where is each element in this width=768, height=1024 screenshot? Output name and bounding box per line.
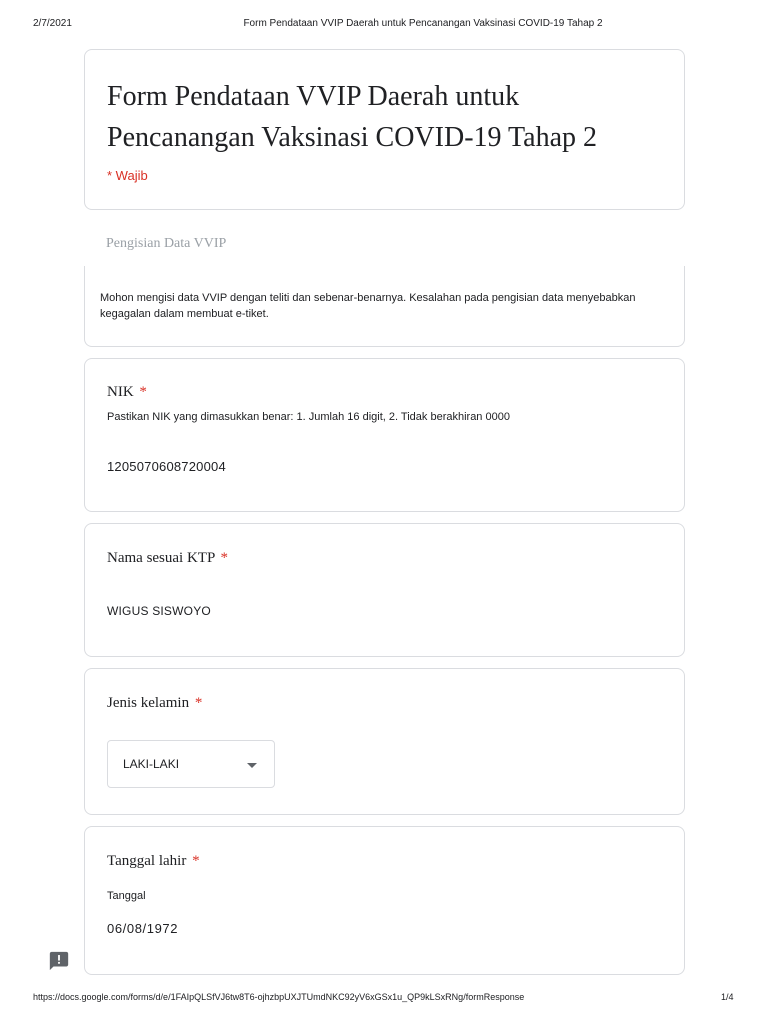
print-url[interactable]: https://docs.google.com/forms/d/e/1FAIpQLSfVJ6tw8T6-ojhzbpUXJTUmdNKC92yV6xGSx1u_QP9kLSxRNg/formResponse (33, 992, 525, 1002)
tanggal-lahir-input[interactable]: 06/08/1972 (107, 921, 179, 936)
question-nik (84, 358, 685, 512)
required-note: * Wajib (107, 168, 148, 183)
nik-label: NIK * (107, 384, 147, 400)
jenis-kelamin-selected: LAKI-LAKI (123, 757, 180, 771)
section-description: Mohon mengisi data VVIP dengan teliti dan sebenar-benarnya. Kesalahan pada pengisian data menyebabkan kegagalan dalam membuat e-tiket. (100, 292, 636, 320)
print-footer (0, 992, 768, 1006)
jenis-kelamin-select[interactable] (107, 740, 275, 788)
print-date: 2/7/2021 (33, 18, 72, 29)
section-title: Pengisian Data VVIP (106, 236, 227, 251)
section-description-card (84, 266, 685, 347)
jenis-kelamin-label: Jenis kelamin * (107, 695, 203, 711)
question-jenis-kelamin (84, 668, 685, 815)
print-header (0, 18, 768, 32)
question-nama (84, 523, 685, 657)
tanggal-lahir-label: Tanggal lahir * (107, 853, 200, 869)
required-star: * (194, 695, 203, 711)
nama-input[interactable]: WIGUS SISWOYO (107, 604, 211, 618)
chevron-down-icon (247, 763, 257, 768)
nik-help-text: Pastikan NIK yang dimasukkan benar: 1. Jumlah 16 digit, 2. Tidak berakhiran 0000 (107, 411, 510, 423)
feedback-icon[interactable] (48, 950, 70, 972)
required-star: * (220, 550, 229, 566)
form-title-card (84, 49, 685, 210)
form-title: Form Pendataan VVIP Daerah untuk Pencanangan Vaksinasi COVID-19 Tahap 2 (107, 81, 598, 153)
nik-input[interactable]: 1205070608720004 (107, 459, 226, 474)
question-tanggal-lahir (84, 826, 685, 975)
tanggal-sub-label: Tanggal (107, 890, 146, 902)
required-star: * (192, 853, 200, 869)
nama-label: Nama sesuai KTP * (107, 550, 229, 566)
page-number: 1/4 (721, 992, 734, 1002)
required-star: * (139, 384, 147, 400)
print-title: Form Pendataan VVIP Daerah untuk Pencanangan Vaksinasi COVID-19 Tahap 2 (243, 18, 603, 29)
